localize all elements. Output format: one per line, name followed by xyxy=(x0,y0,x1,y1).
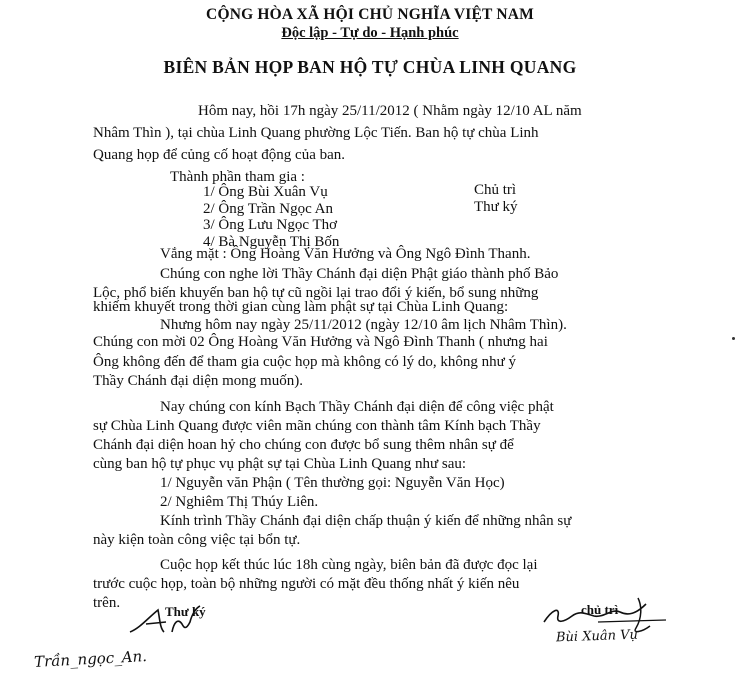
chair-handwritten-name: Bùi Xuân Vụ xyxy=(555,627,639,646)
paragraph-5-line-3: trên. xyxy=(93,595,121,611)
paragraph-2-line-4: Thầy Chánh đại diện mong muốn). xyxy=(93,373,303,389)
participant-name: 1/ Ông Bùi Xuân Vụ xyxy=(203,184,328,200)
intro-line-2: Nhâm Thìn ), tại chùa Linh Quang phường Lộc Tiến. Ban hộ tự chùa Linh xyxy=(93,125,539,141)
paragraph-3-line-2: sự Chùa Linh Quang được viên mãn chúng con thành tâm Kính bạch Thầy xyxy=(93,418,541,434)
paragraph-2-line-2: Chúng con mời 02 Ông Hoàng Văn Hưởng và Ngô Đình Thanh ( nhưng hai xyxy=(93,334,548,350)
paragraph-1-line-1: Chúng con nghe lời Thầy Chánh đại diện Phật giáo thành phố Bảo xyxy=(160,266,559,282)
paragraph-3-line-4: cùng ban hộ tự phục vụ phật sự tại Chùa Linh Quang như sau: xyxy=(93,456,467,472)
national-header: CỘNG HÒA XÃ HỘI CHỦ NGHĨA VIỆT NAM xyxy=(206,6,534,23)
paragraph-4-line-1: Kính trình Thầy Chánh đại diện chấp thuận ý kiến để những nhân sự xyxy=(160,513,572,529)
paragraph-1-line-2: Lộc, phổ biến khuyến ban hộ tự cũ ngồi lại trao đổi ý kiến, bổ sung những xyxy=(93,285,539,301)
chair-label: chủ trì xyxy=(581,602,619,617)
paragraph-2-line-1: Nhưng hôm nay ngày 25/11/2012 (ngày 12/10 âm lịch Nhâm Thìn). xyxy=(160,317,567,333)
national-motto: Độc lập - Tự do - Hạnh phúc xyxy=(281,25,459,41)
paragraph-5-line-2: trước cuộc họp, toàn bộ những người có mặt đều thống nhất ý kiến nêu xyxy=(93,576,520,592)
participant-name: 2/ Ông Trần Ngọc An xyxy=(203,201,334,217)
paragraph-3-line-1: Nay chúng con kính Bạch Thầy Chánh đại diện để công việc phật xyxy=(160,399,554,415)
intro-line-1: Hôm nay, hồi 17h ngày 25/11/2012 ( Nhằm ngày 12/10 AL năm xyxy=(198,103,582,119)
secretary-label: Thư ký xyxy=(165,604,206,619)
document-title: BIÊN BẢN HỌP BAN HỘ TỰ CHÙA LINH QUANG xyxy=(163,57,577,77)
intro-line-3: Quang họp để củng cố hoạt động của ban. xyxy=(93,147,346,163)
new-member: 1/ Nguyễn văn Phận ( Tên thường gọi: Nguyễn Văn Học) xyxy=(160,475,505,491)
participant-role: Chủ trì xyxy=(474,182,517,198)
new-member: 2/ Nghiêm Thị Thúy Liên. xyxy=(160,494,319,510)
participant-role: Thư ký xyxy=(474,199,518,215)
paragraph-4-line-2: này kiện toàn công việc tại bổn tự. xyxy=(93,532,301,548)
participants-heading: Thành phần tham gia : xyxy=(170,169,305,185)
absent-line: Vắng mặt : Ông Hoàng Văn Hưởng và Ông Ngô Đình Thanh. xyxy=(160,246,531,262)
participant-name: 4/ Bà Nguyễn Thị Bốn xyxy=(203,234,340,250)
paragraph-1-line-3: khiếm khuyết trong thời gian cùng làm phật sự tại Chùa Linh Quang: xyxy=(93,299,509,315)
secretary-signature xyxy=(120,600,220,640)
secretary-handwritten-name: Trần_ngọc_An. xyxy=(33,647,148,671)
scan-speck xyxy=(732,337,735,340)
paragraph-3-line-3: Chánh đại diện hoan hỷ cho chúng con được bổ sung thêm nhân sự để xyxy=(93,437,514,453)
participant-name: 3/ Ông Lưu Ngọc Thơ xyxy=(203,217,338,233)
paragraph-2-line-3: Ông không đến để tham gia cuộc họp mà không có lý do, không như ý xyxy=(93,354,517,370)
paragraph-5-line-1: Cuộc họp kết thúc lúc 18h cùng ngày, biên bản đã được đọc lại xyxy=(160,557,538,573)
